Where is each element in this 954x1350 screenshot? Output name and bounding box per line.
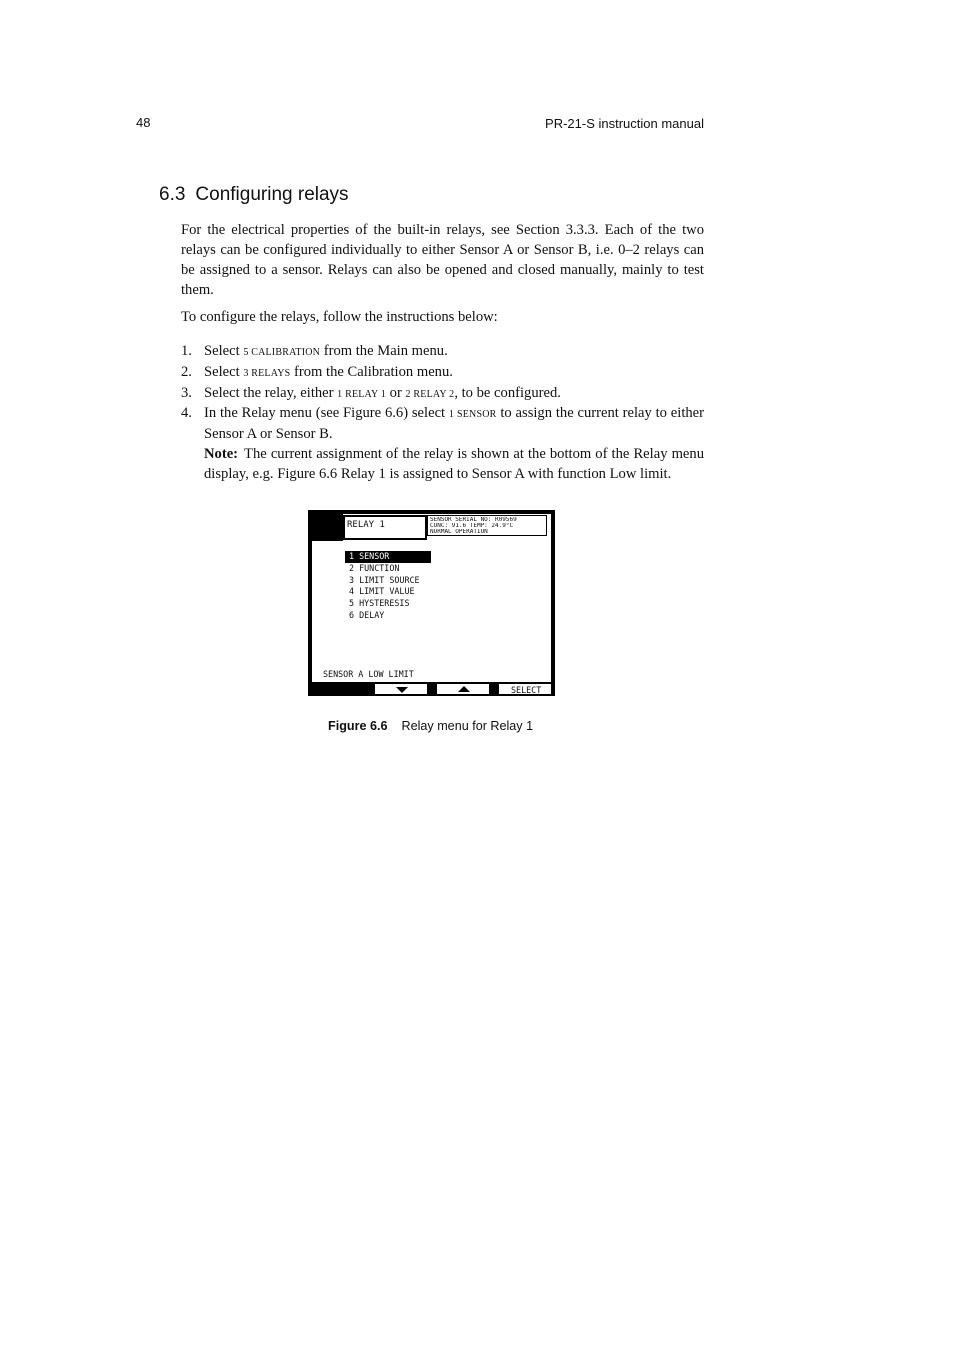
note: [204, 445, 704, 485]
step-text: Select: [204, 363, 244, 380]
menu-item: 5 HYSTERESIS: [349, 598, 410, 609]
note-label: Note:: [204, 445, 239, 462]
menu-reference: 1 SENSOR: [448, 409, 497, 421]
menu-reference: 1 RELAY 1: [337, 388, 387, 400]
note-text: The current assignment of the relay is shown at the bottom of the Relay menu display, e.g. Figure 6.6 Relay 1 is assigned to Sensor A with function Low limit.: [204, 445, 704, 482]
screen-title: RELAY 1: [347, 520, 385, 530]
step-item: [181, 342, 704, 363]
relay-assignment-footer: SENSOR A LOW LIMIT: [323, 669, 414, 679]
step-text: from the Calibration menu.: [290, 363, 453, 380]
screen-title-box: [343, 515, 427, 540]
step-number: 1.: [181, 343, 192, 359]
menu-item: 2 FUNCTION: [349, 562, 400, 573]
lcd-display: [312, 514, 551, 688]
step-number: 2.: [181, 363, 192, 380]
step-text: to assign the current relay to either Sensor A or Sensor B.: [204, 405, 705, 443]
menu-item: 3 LIMIT SOURCE: [349, 574, 420, 585]
up-softkey: [436, 683, 490, 695]
menu-reference: 5 CALIBRATION: [243, 347, 321, 358]
step-text: , to be configured.: [454, 384, 561, 401]
menu-reference: 2 RELAY 2: [405, 388, 455, 400]
step-text: or: [386, 384, 406, 401]
menu-reference: 3 RELAYS: [243, 367, 291, 379]
caption-label: Figure 6.6: [328, 719, 388, 733]
menu-item: 1 SENSOR: [345, 551, 431, 563]
select-softkey: [498, 683, 552, 695]
section-number: 6.3: [159, 184, 186, 205]
step-number: 3.: [181, 384, 192, 401]
step-item: [181, 404, 704, 484]
status-serial: SENSOR SERIAL NO: R09569: [430, 517, 517, 523]
down-softkey: [374, 683, 428, 695]
step-item: [181, 363, 704, 384]
step-text: Select the relay, either: [204, 384, 338, 401]
page-number: 48: [136, 115, 151, 130]
step-text: Select: [204, 343, 244, 359]
section-heading: [159, 184, 349, 206]
figure-caption: [328, 719, 533, 733]
step-list: [181, 342, 704, 485]
arrow-down-icon: [396, 687, 408, 693]
relay-menu-list: [345, 551, 431, 622]
screen-corner-block: [312, 514, 343, 541]
select-label: SELECT: [511, 685, 542, 695]
status-operation: NORMAL OPERATION: [430, 529, 488, 535]
step-text: from the Main menu.: [320, 343, 448, 359]
step-number: 4.: [181, 405, 192, 422]
running-head: PR-21-S instruction manual: [545, 116, 704, 131]
sensor-status-box: [427, 515, 547, 536]
step-item: [181, 384, 704, 405]
status-conc-temp: CONC: 91.6 TEMP: 24.9°C: [430, 523, 514, 529]
caption-text: Relay menu for Relay 1: [401, 719, 534, 733]
arrow-up-icon: [458, 686, 470, 692]
relay-menu-screen-figure: [308, 510, 555, 696]
menu-item: 4 LIMIT VALUE: [349, 586, 415, 597]
paragraph-relay-properties: For the electrical properties of the built-in relays, see Section 3.3.3. Each of the two relays can be configured individually to either Sensor A or Sensor B, i.e. 0–2 relays can be assigned to a sensor. Relays can also be opened and closed manually, mainly to test them.: [181, 222, 704, 298]
paragraph-instructions-intro: To configure the relays, follow the instructions below:: [181, 309, 498, 325]
section-title: Configuring relays: [195, 184, 349, 205]
menu-item: 6 DELAY: [349, 609, 385, 620]
step-text: In the Relay menu (see Figure 6.6) select: [204, 405, 449, 422]
